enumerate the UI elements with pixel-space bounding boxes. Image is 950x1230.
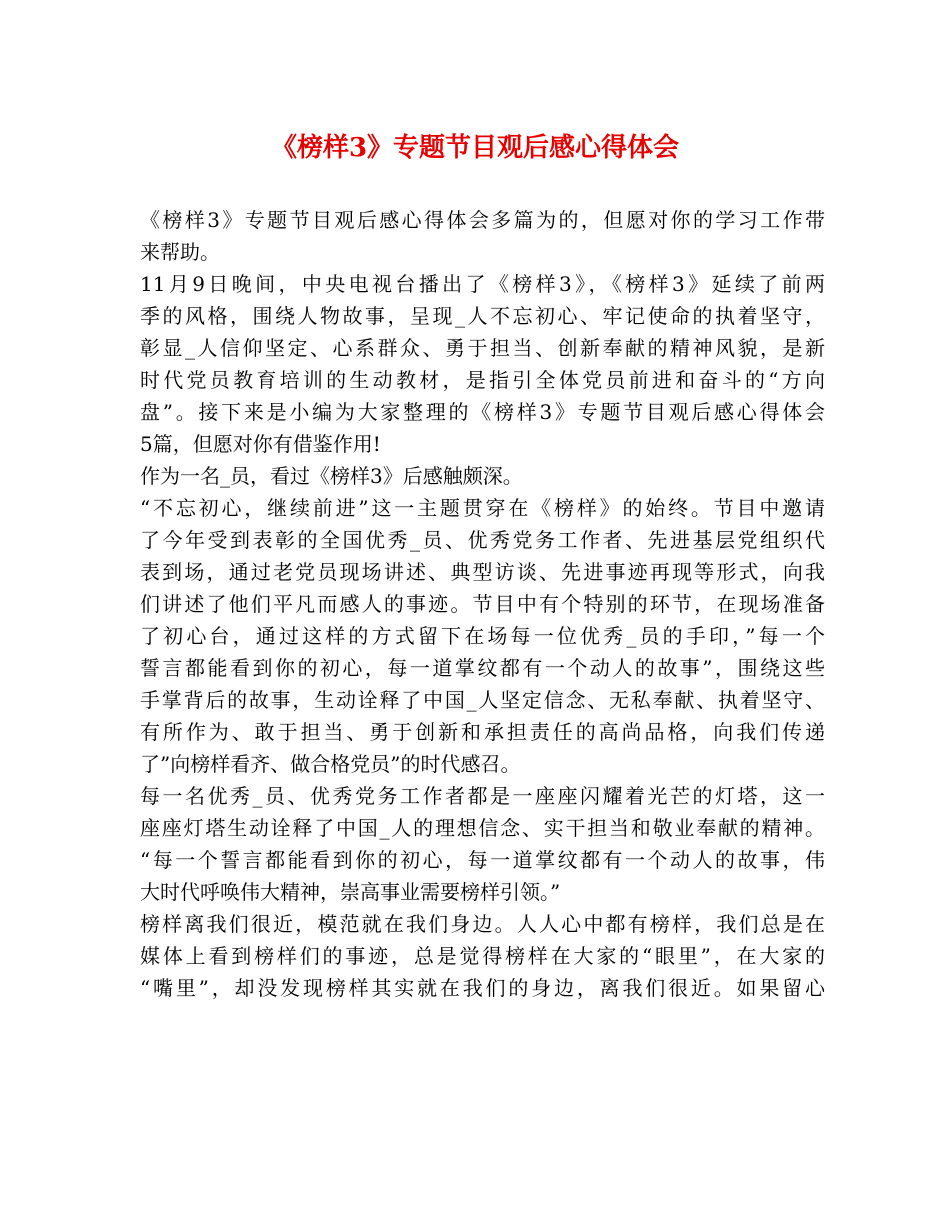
body-line: 5篇，但愿对你有借鉴作用! [140,432,381,456]
body-line: 了初心台，通过这样的方式留下在场每一位优秀_员的手印，”每一个 [140,624,825,648]
body-line: 们讲述了他们平凡而感人的事迹。节目中有个特别的环节，在现场准备 [140,592,825,616]
body-line: 《榜样3》专题节目观后感心得体会多篇为的，但愿对你的学习工作带 [140,208,825,232]
body-line: 誓言都能看到你的初心，每一道掌纹都有一个动人的故事”，围绕这些 [140,656,825,680]
body-line: “嘴里”，却没发现榜样其实就在我们的身边，离我们很近。如果留心 [140,976,825,1000]
body-line: 时代党员教育培训的生动教材，是指引全体党员前进和奋斗的“方向 [140,368,825,392]
body-line: 作为一名_员，看过《榜样3》后感触颇深。 [140,464,523,488]
body-line: 每一名优秀_员、优秀党务工作者都是一座座闪耀着光芒的灯塔，这一 [140,784,825,808]
body-line: “不忘初心，继续前进”这一主题贯穿在《榜样》的始终。节目中邀请 [140,496,825,520]
body-line: 媒体上看到榜样们的事迹，总是觉得榜样在大家的“眼里”，在大家的 [140,944,825,968]
body-line: 了今年受到表彰的全国优秀_员、优秀党务工作者、先进基层党组织代 [140,528,825,552]
body-line: 盘”。接下来是小编为大家整理的《榜样3》专题节目观后感心得体会 [140,400,825,424]
body-line: 大时代呼唤伟大精神，崇高事业需要榜样引领。” [140,880,561,904]
body-line: 季的风格，围绕人物故事，呈现_人不忘初心、牢记使命的执着坚守， [140,304,825,328]
body-line: 手掌背后的故事，生动诠释了中国_人坚定信念、无私奉献、执着坚守、 [140,688,825,712]
body-line: 表到场，通过老党员现场讲述、典型访谈、先进事迹再现等形式，向我 [140,560,825,584]
body-line: 来帮助。 [140,240,220,264]
document-title: 《榜样3》专题节目观后感心得体会 [270,133,680,163]
body-line: 有所作为、敢于担当、勇于创新和承担责任的高尚品格，向我们传递 [140,720,825,744]
body-line: “每一个誓言都能看到你的初心，每一道掌纹都有一个动人的故事，伟 [140,848,825,872]
document-body [140,204,825,1004]
body-line: 了”向榜样看齐、做合格党员”的时代感召。 [140,752,521,776]
body-line: 榜样离我们很近，模范就在我们身边。人人心中都有榜样，我们总是在 [140,912,825,936]
body-line: 彰显_人信仰坚定、心系群众、勇于担当、创新奉献的精神风貌，是新 [140,336,825,360]
body-line: 座座灯塔生动诠释了中国_人的理想信念、实干担当和敬业奉献的精神。 [140,816,825,840]
body-line: 11月9日晚间，中央电视台播出了《榜样3》，《榜样3》延续了前两 [140,272,825,296]
